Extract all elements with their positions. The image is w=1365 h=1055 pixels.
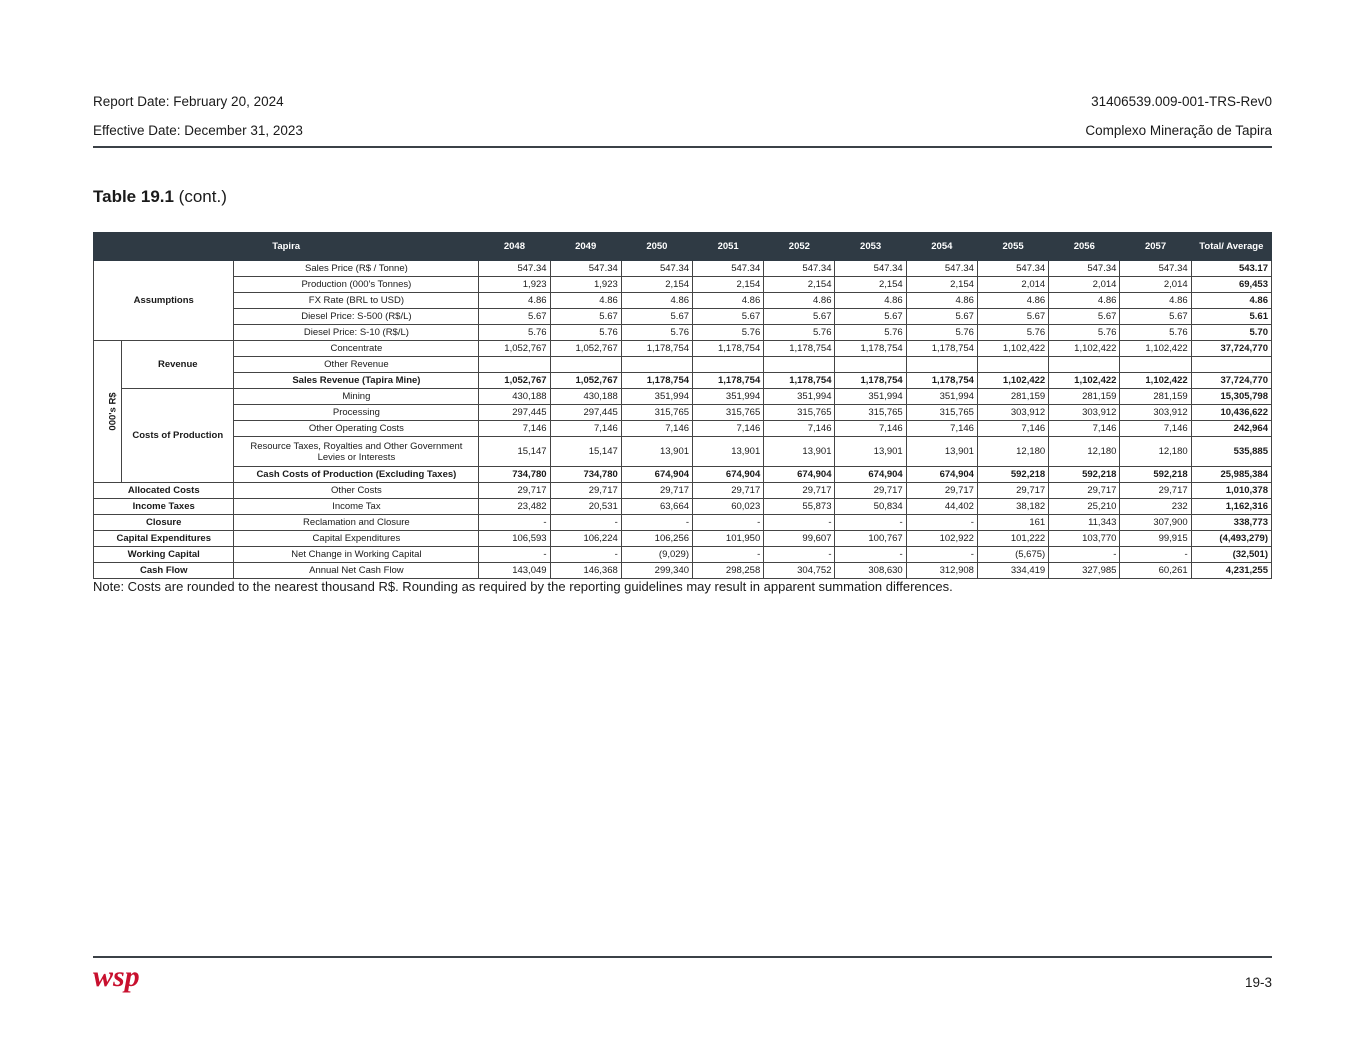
page-number: 19-3 [1244, 975, 1272, 990]
total-cell: (4,493,279) [1191, 531, 1271, 547]
value-cell: 299,340 [621, 563, 692, 579]
value-cell: 5.76 [1120, 325, 1191, 341]
value-cell: 5.67 [1120, 309, 1191, 325]
value-cell: 297,445 [479, 405, 550, 421]
table-number: Table 19.1 [93, 187, 174, 206]
value-cell: 38,182 [977, 499, 1048, 515]
total-cell: (32,501) [1191, 547, 1271, 563]
value-cell: 5.76 [906, 325, 977, 341]
value-cell: 7,146 [1120, 421, 1191, 437]
value-cell: 29,717 [693, 483, 764, 499]
value-cell: 281,159 [977, 389, 1048, 405]
value-cell: 4.86 [977, 293, 1048, 309]
value-cell: 315,765 [693, 405, 764, 421]
value-cell [479, 357, 550, 373]
value-cell: 1,102,422 [1049, 341, 1120, 357]
total-cell: 37,724,770 [1191, 341, 1271, 357]
value-cell [1049, 357, 1120, 373]
row-label: Other Revenue [234, 357, 479, 373]
table-row [94, 531, 1272, 547]
value-cell: 13,901 [693, 437, 764, 467]
value-cell: 1,102,422 [1120, 373, 1191, 389]
value-cell: 351,994 [693, 389, 764, 405]
table-note: Note: Costs are rounded to the nearest thousand R$. Rounding as required by the reporting guidelines may result in apparent summation differences. [93, 579, 953, 594]
value-cell: - [906, 547, 977, 563]
table-header-row [94, 233, 1272, 261]
value-cell: 5.67 [550, 309, 621, 325]
value-cell: 4.86 [835, 293, 906, 309]
table-row [94, 325, 1272, 341]
footer-divider [93, 956, 1272, 958]
value-cell: 303,912 [1120, 405, 1191, 421]
group-working-capital: Working Capital [94, 547, 234, 563]
value-cell: 7,146 [1049, 421, 1120, 437]
year-header: 2048 [479, 233, 550, 261]
value-cell: 1,052,767 [479, 341, 550, 357]
value-cell: 674,904 [621, 467, 692, 483]
value-cell: 1,052,767 [479, 373, 550, 389]
value-cell: 60,261 [1120, 563, 1191, 579]
value-cell: 29,717 [835, 483, 906, 499]
row-label: Other Costs [234, 483, 479, 499]
table-row [94, 467, 1272, 483]
value-cell: - [693, 547, 764, 563]
value-cell: 20,531 [550, 499, 621, 515]
value-cell: 5.76 [621, 325, 692, 341]
row-label: Other Operating Costs [234, 421, 479, 437]
total-cell: 4.86 [1191, 293, 1271, 309]
value-cell: 13,901 [621, 437, 692, 467]
year-header: 2055 [977, 233, 1048, 261]
value-cell: - [764, 515, 835, 531]
value-cell: 547.34 [906, 261, 977, 277]
value-cell: 44,402 [906, 499, 977, 515]
value-cell [550, 357, 621, 373]
value-cell: 1,178,754 [906, 341, 977, 357]
total-cell: 15,305,798 [1191, 389, 1271, 405]
value-cell: 4.86 [550, 293, 621, 309]
total-cell: 1,010,378 [1191, 483, 1271, 499]
value-cell: 5.76 [1049, 325, 1120, 341]
value-cell: 5.76 [550, 325, 621, 341]
value-cell: 5.76 [764, 325, 835, 341]
row-label: Sales Revenue (Tapira Mine) [234, 373, 479, 389]
value-cell: 106,593 [479, 531, 550, 547]
value-cell: 308,630 [835, 563, 906, 579]
row-label: Mining [234, 389, 479, 405]
total-cell: 37,724,770 [1191, 373, 1271, 389]
value-cell: 5.76 [693, 325, 764, 341]
value-cell [693, 357, 764, 373]
year-header: 2051 [693, 233, 764, 261]
units-label: 000's R$ [94, 341, 122, 483]
row-label: Capital Expenditures [234, 531, 479, 547]
value-cell: 7,146 [835, 421, 906, 437]
value-cell: 1,052,767 [550, 341, 621, 357]
value-cell: 734,780 [550, 467, 621, 483]
value-cell: 5.67 [764, 309, 835, 325]
total-cell: 4,231,255 [1191, 563, 1271, 579]
value-cell: 5.67 [977, 309, 1048, 325]
value-cell: 146,368 [550, 563, 621, 579]
value-cell: 592,218 [1120, 467, 1191, 483]
header-divider [93, 146, 1272, 148]
value-cell: 1,178,754 [621, 373, 692, 389]
svg-text:wsp: wsp [93, 962, 140, 993]
value-cell: 102,922 [906, 531, 977, 547]
value-cell: 5.76 [977, 325, 1048, 341]
total-header: Total/ Average [1191, 233, 1271, 261]
value-cell: 4.86 [906, 293, 977, 309]
value-cell: 281,159 [1120, 389, 1191, 405]
value-cell: 315,765 [906, 405, 977, 421]
cash-flow-table [93, 232, 1272, 579]
total-cell: 543.17 [1191, 261, 1271, 277]
row-label: Processing [234, 405, 479, 421]
value-cell: 2,154 [835, 277, 906, 293]
value-cell: 1,102,422 [1120, 341, 1191, 357]
year-header: 2057 [1120, 233, 1191, 261]
value-cell: 592,218 [977, 467, 1048, 483]
row-label: Sales Price (R$ / Tonne) [234, 261, 479, 277]
value-cell: 23,482 [479, 499, 550, 515]
table-row [94, 515, 1272, 531]
table-row [94, 437, 1272, 467]
value-cell: 1,102,422 [1049, 373, 1120, 389]
value-cell: 547.34 [479, 261, 550, 277]
total-cell: 5.70 [1191, 325, 1271, 341]
table-row [94, 405, 1272, 421]
value-cell: 29,717 [621, 483, 692, 499]
value-cell: 303,912 [977, 405, 1048, 421]
value-cell: 12,180 [1049, 437, 1120, 467]
value-cell: 430,188 [550, 389, 621, 405]
value-cell: 5.76 [835, 325, 906, 341]
cash-flow-table-container [93, 232, 1272, 579]
value-cell [835, 357, 906, 373]
value-cell: 29,717 [1120, 483, 1191, 499]
group-assumptions: Assumptions [94, 261, 234, 341]
value-cell: 5.67 [1049, 309, 1120, 325]
value-cell: 674,904 [693, 467, 764, 483]
value-cell: 7,146 [906, 421, 977, 437]
value-cell: 1,923 [550, 277, 621, 293]
value-cell: 11,343 [1049, 515, 1120, 531]
value-cell: 351,994 [764, 389, 835, 405]
value-cell: 304,752 [764, 563, 835, 579]
value-cell: 303,912 [1049, 405, 1120, 421]
value-cell: 106,256 [621, 531, 692, 547]
year-header: 2050 [621, 233, 692, 261]
value-cell: 734,780 [479, 467, 550, 483]
wsp-logo [93, 962, 157, 1003]
value-cell: 1,178,754 [906, 373, 977, 389]
value-cell: 4.86 [1049, 293, 1120, 309]
row-label: Reclamation and Closure [234, 515, 479, 531]
value-cell: 2,154 [906, 277, 977, 293]
total-cell: 535,885 [1191, 437, 1271, 467]
value-cell: 2,154 [621, 277, 692, 293]
table-row [94, 357, 1272, 373]
value-cell: - [693, 515, 764, 531]
value-cell: 312,908 [906, 563, 977, 579]
total-cell: 1,162,316 [1191, 499, 1271, 515]
table-row [94, 389, 1272, 405]
value-cell: 13,901 [764, 437, 835, 467]
table-row [94, 421, 1272, 437]
value-cell: 1,052,767 [550, 373, 621, 389]
value-cell: 315,765 [621, 405, 692, 421]
value-cell: 1,178,754 [764, 341, 835, 357]
value-cell: 15,147 [550, 437, 621, 467]
value-cell: 2,154 [764, 277, 835, 293]
year-header: 2056 [1049, 233, 1120, 261]
value-cell: - [906, 515, 977, 531]
value-cell: 7,146 [693, 421, 764, 437]
value-cell: - [621, 515, 692, 531]
value-cell: 2,154 [693, 277, 764, 293]
value-cell: 351,994 [906, 389, 977, 405]
value-cell: 29,717 [906, 483, 977, 499]
value-cell: 2,014 [1120, 277, 1191, 293]
total-cell: 242,964 [1191, 421, 1271, 437]
row-label: Production (000's Tonnes) [234, 277, 479, 293]
table-caption-suffix: (cont.) [173, 187, 227, 206]
value-cell: - [1120, 547, 1191, 563]
project-name: Complexo Mineração de Tapira [1085, 123, 1272, 138]
value-cell: 101,950 [693, 531, 764, 547]
value-cell: 327,985 [1049, 563, 1120, 579]
value-cell: 13,901 [835, 437, 906, 467]
value-cell: 592,218 [1049, 467, 1120, 483]
row-label: Cash Costs of Production (Excluding Taxes) [234, 467, 479, 483]
value-cell: - [479, 547, 550, 563]
table-row [94, 563, 1272, 579]
table-row [94, 293, 1272, 309]
table-caption [93, 187, 227, 207]
table-row [94, 547, 1272, 563]
table-row [94, 483, 1272, 499]
value-cell: 29,717 [550, 483, 621, 499]
value-cell: 1,178,754 [764, 373, 835, 389]
document-id: 31406539.009-001-TRS-Rev0 [1091, 94, 1272, 109]
value-cell: 547.34 [1049, 261, 1120, 277]
value-cell: 55,873 [764, 499, 835, 515]
value-cell: 7,146 [977, 421, 1048, 437]
table-row [94, 341, 1272, 357]
value-cell: (5,675) [977, 547, 1048, 563]
value-cell: 298,258 [693, 563, 764, 579]
value-cell: 100,767 [835, 531, 906, 547]
value-cell: 12,180 [977, 437, 1048, 467]
value-cell: 547.34 [764, 261, 835, 277]
value-cell: 12,180 [1120, 437, 1191, 467]
value-cell: - [835, 515, 906, 531]
value-cell: 7,146 [621, 421, 692, 437]
value-cell: 101,222 [977, 531, 1048, 547]
value-cell: 4.86 [621, 293, 692, 309]
total-cell: 338,773 [1191, 515, 1271, 531]
value-cell: 232 [1120, 499, 1191, 515]
row-label: Income Tax [234, 499, 479, 515]
value-cell: 334,419 [977, 563, 1048, 579]
value-cell: 547.34 [693, 261, 764, 277]
value-cell: 5.67 [693, 309, 764, 325]
value-cell: - [550, 547, 621, 563]
group-allocated-costs: Allocated Costs [94, 483, 234, 499]
total-cell [1191, 357, 1271, 373]
value-cell [621, 357, 692, 373]
value-cell: - [764, 547, 835, 563]
value-cell: 5.67 [479, 309, 550, 325]
value-cell: 2,014 [1049, 277, 1120, 293]
row-label: Net Change in Working Capital [234, 547, 479, 563]
value-cell: 430,188 [479, 389, 550, 405]
value-cell: 1,923 [479, 277, 550, 293]
value-cell: 5.76 [479, 325, 550, 341]
value-cell: 29,717 [977, 483, 1048, 499]
value-cell: 161 [977, 515, 1048, 531]
value-cell: - [1049, 547, 1120, 563]
value-cell: 2,014 [977, 277, 1048, 293]
value-cell: 7,146 [479, 421, 550, 437]
value-cell: 29,717 [1049, 483, 1120, 499]
year-header: 2052 [764, 233, 835, 261]
value-cell: 5.67 [621, 309, 692, 325]
value-cell [764, 357, 835, 373]
value-cell: 4.86 [479, 293, 550, 309]
value-cell: 1,178,754 [835, 373, 906, 389]
value-cell: 315,765 [764, 405, 835, 421]
table-row [94, 373, 1272, 389]
value-cell: 1,178,754 [621, 341, 692, 357]
value-cell: 547.34 [621, 261, 692, 277]
value-cell: 29,717 [764, 483, 835, 499]
table-row [94, 261, 1272, 277]
row-label: Diesel Price: S-500 (R$/L) [234, 309, 479, 325]
value-cell [1120, 357, 1191, 373]
value-cell: 674,904 [764, 467, 835, 483]
value-cell: 1,178,754 [835, 341, 906, 357]
value-cell: 60,023 [693, 499, 764, 515]
report-date: Report Date: February 20, 2024 [93, 94, 284, 109]
value-cell: 297,445 [550, 405, 621, 421]
value-cell: 315,765 [835, 405, 906, 421]
value-cell: 29,717 [479, 483, 550, 499]
value-cell: 547.34 [835, 261, 906, 277]
row-label: Resource Taxes, Royalties and Other Government Levies or Interests [234, 437, 479, 467]
value-cell: 4.86 [1120, 293, 1191, 309]
value-cell: 99,915 [1120, 531, 1191, 547]
value-cell: 106,224 [550, 531, 621, 547]
total-cell: 5.61 [1191, 309, 1271, 325]
group-costs-of-production: Costs of Production [122, 389, 234, 483]
row-label: Annual Net Cash Flow [234, 563, 479, 579]
value-cell: 13,901 [906, 437, 977, 467]
value-cell: 99,607 [764, 531, 835, 547]
value-cell: (9,029) [621, 547, 692, 563]
value-cell: 50,834 [835, 499, 906, 515]
year-header: 2054 [906, 233, 977, 261]
row-label: FX Rate (BRL to USD) [234, 293, 479, 309]
group-cash-flow: Cash Flow [94, 563, 234, 579]
value-cell: 547.34 [977, 261, 1048, 277]
total-cell: 69,453 [1191, 277, 1271, 293]
row-label: Diesel Price: S-10 (R$/L) [234, 325, 479, 341]
header-corner: Tapira [94, 233, 479, 261]
year-header: 2049 [550, 233, 621, 261]
total-cell: 10,436,622 [1191, 405, 1271, 421]
table-row [94, 499, 1272, 515]
value-cell: 15,147 [479, 437, 550, 467]
effective-date: Effective Date: December 31, 2023 [93, 123, 303, 138]
value-cell: 281,159 [1049, 389, 1120, 405]
value-cell: 547.34 [1120, 261, 1191, 277]
value-cell: 547.34 [550, 261, 621, 277]
value-cell: 4.86 [764, 293, 835, 309]
value-cell: 1,102,422 [977, 341, 1048, 357]
table-row [94, 309, 1272, 325]
year-header: 2053 [835, 233, 906, 261]
value-cell [906, 357, 977, 373]
value-cell: 4.86 [693, 293, 764, 309]
value-cell: 1,178,754 [693, 373, 764, 389]
group-revenue: Revenue [122, 341, 234, 389]
value-cell: 674,904 [906, 467, 977, 483]
value-cell: 143,049 [479, 563, 550, 579]
value-cell: 7,146 [764, 421, 835, 437]
value-cell: 25,210 [1049, 499, 1120, 515]
value-cell: 351,994 [835, 389, 906, 405]
value-cell: 307,900 [1120, 515, 1191, 531]
value-cell: 674,904 [835, 467, 906, 483]
value-cell: 63,664 [621, 499, 692, 515]
total-cell: 25,985,384 [1191, 467, 1271, 483]
value-cell: 1,178,754 [693, 341, 764, 357]
value-cell: - [479, 515, 550, 531]
value-cell: - [835, 547, 906, 563]
value-cell: 5.67 [906, 309, 977, 325]
value-cell: 103,770 [1049, 531, 1120, 547]
value-cell: 351,994 [621, 389, 692, 405]
group-income-taxes: Income Taxes [94, 499, 234, 515]
row-label: Concentrate [234, 341, 479, 357]
group-capital-expenditures: Capital Expenditures [94, 531, 234, 547]
value-cell: - [550, 515, 621, 531]
value-cell: 1,102,422 [977, 373, 1048, 389]
group-closure: Closure [94, 515, 234, 531]
value-cell: 7,146 [550, 421, 621, 437]
value-cell [977, 357, 1048, 373]
value-cell: 5.67 [835, 309, 906, 325]
table-row [94, 277, 1272, 293]
